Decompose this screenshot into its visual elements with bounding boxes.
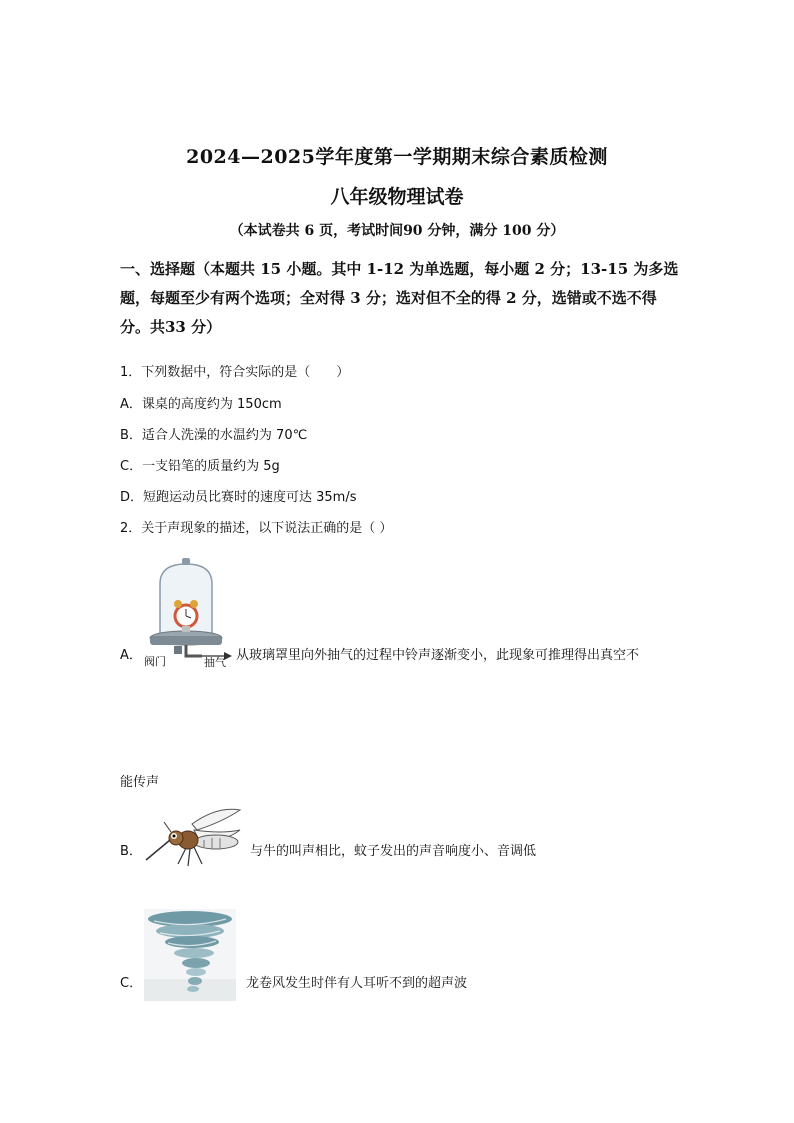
question-2-option-c-marker: C． — [120, 976, 143, 991]
bell-jar-icon — [142, 556, 234, 671]
question-1-stem: 1．下列数据中，符合实际的是（ ） — [120, 365, 350, 380]
question-2-stem: 2．关于声现象的描述，以下说法正确的是（ ） — [120, 521, 393, 536]
question-2-option-b-marker: B． — [120, 844, 142, 859]
pump-label: 抽气 — [204, 656, 226, 669]
tornado-icon — [144, 909, 236, 1001]
section-instructions: 一、选择题（本题共 15 小题。其中 1-12 为单选题，每小题 2 分；13-15 为多选题，每题至少有两个选项；全对得 3 分；选对但不全的得 2 分，选错或不选不得分。共33 分） — [120, 260, 679, 336]
exam-title: 2024—2025学年度第一学期期末综合素质检测 — [186, 146, 608, 168]
question-1-option-c: C．一支铅笔的质量约为 5g — [120, 459, 280, 474]
question-2-option-a-text-cont: 能传声 — [120, 775, 160, 790]
exam-note: （本试卷共 6 页，考试时间90 分钟，满分 100 分） — [229, 223, 565, 239]
question-2-option-a-text: 从玻璃罩里向外抽气的过程中铃声逐渐变小，此现象可推理得出真空不 — [236, 648, 640, 663]
question-2-option-a-marker: A． — [120, 648, 142, 663]
question-1-option-a: A．课桌的高度约为 150cm — [120, 397, 282, 412]
question-2-option-b-text: 与牛的叫声相比，蚊子发出的声音响度小、音调低 — [250, 844, 537, 859]
valve-label: 阀门 — [144, 655, 166, 668]
question-2-option-c-text: 龙卷风发生时伴有人耳听不到的超声波 — [246, 976, 468, 991]
mosquito-icon — [142, 804, 244, 870]
exam-subtitle: 八年级物理试卷 — [330, 186, 464, 208]
question-1-option-d: D．短跑运动员比赛时的速度可达 35m/s — [120, 490, 357, 505]
question-1-option-b: B．适合人洗澡的水温约为 70℃ — [120, 428, 308, 443]
